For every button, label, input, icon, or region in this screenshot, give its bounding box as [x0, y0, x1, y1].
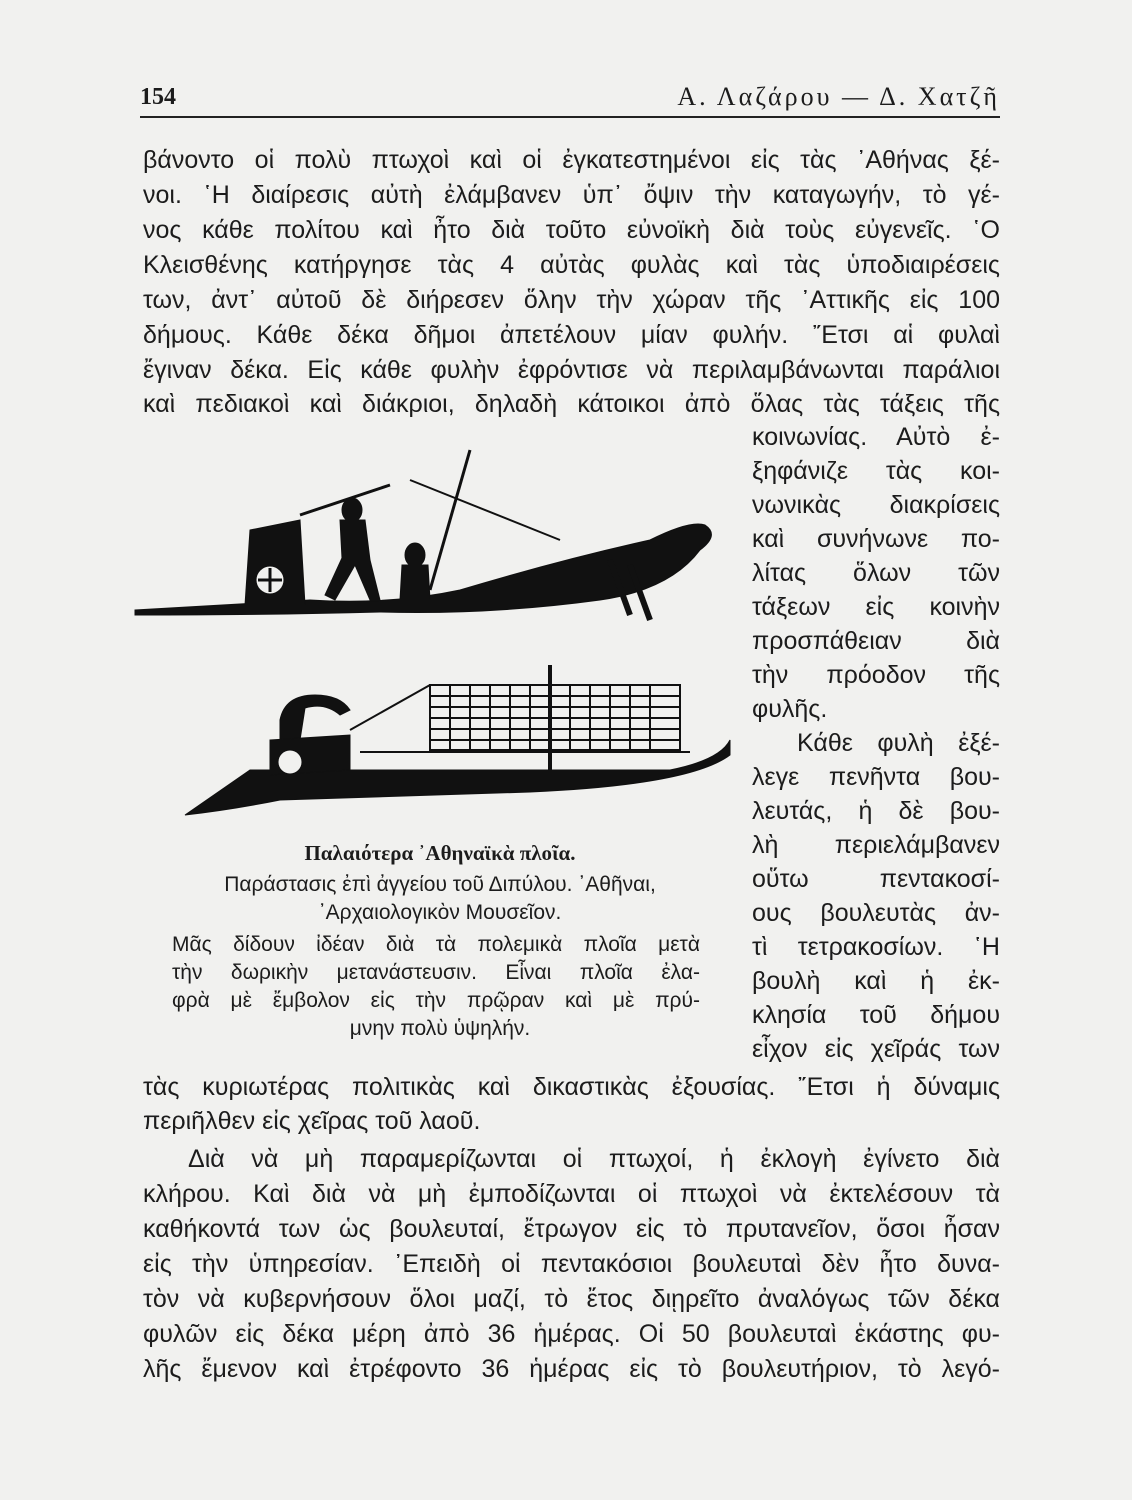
- text-line: οὕτω πεντακοσί-: [752, 865, 1000, 893]
- caption-description-line: φρὰ μὲ ἔμβολον εἰς τὴν πρῷραν καὶ μὲ πρύ-: [172, 989, 700, 1012]
- text-line: περιῆλθεν εἰς χεῖρας τοῦ λαοῦ.: [143, 1107, 481, 1135]
- text-line: λὴ περιελάμβανεν: [752, 831, 1000, 859]
- text-line: Διὰ νὰ μὴ παραμερίζωνται οἱ πτωχοί, ἡ ἐκλογὴ ἐγίνετο διὰ: [188, 1145, 1000, 1173]
- text-line: κλήρου. Καὶ διὰ νὰ μὴ ἐμποδίζωνται οἱ πτωχοὶ νὰ ἐκτελέσουν τὰ: [143, 1180, 1000, 1208]
- text-line: καὶ πεδιακοὶ καὶ διάκριοι, δηλαδὴ κάτοικοι ἀπὸ ὅλας τὰς τάξεις τῆς: [143, 390, 1000, 418]
- text-line: βουλὴ καὶ ἡ ἐκ-: [752, 967, 1000, 995]
- caption-title: Παλαιότερα ᾿Αθηναϊκὰ πλοῖα.: [304, 841, 576, 865]
- text-line: φυλῆς.: [752, 695, 828, 723]
- text-line: λῆς ἔμενον καὶ ἐτρέφοντο 36 ἡμέρας εἰς τὸ βουλευτήριον, τὸ λεγό-: [143, 1355, 1000, 1383]
- text-line: νοι. ῾Η διαίρεσις αὐτὴ ἐλάμβανεν ὑπ᾿ ὄψιν τὴν καταγωγήν, τὸ γέ-: [143, 181, 1000, 209]
- lower-ship: [185, 665, 730, 815]
- running-head-authors: Α. Λαζάρου — Δ. Χατζῆ: [677, 82, 1000, 111]
- text-line: εἰς τὴν ὑπηρεσίαν. ᾿Επειδὴ οἱ πεντακόσιοι βουλευταὶ δὲν ἦτο δυνα-: [143, 1250, 1000, 1278]
- text-line: τὸν νὰ κυβερνήσουν ὅλοι μαζί, τὸ ἔτος διῃρεῖτο ἀναλόγως τῶν δέκα: [143, 1285, 1000, 1313]
- text-line: καθήκοντά των ὡς βουλευταί, ἔτρωγον εἰς τὸ πρυτανεῖον, ὅσοι ἦσαν: [143, 1215, 1000, 1243]
- ancient-ships-illustration: [130, 440, 750, 830]
- text-line: των, ἀντ᾿ αὐτοῦ δὲ διήρεσεν ὅλην τὴν χώραν τῆς ᾿Αττικῆς εἰς 100: [143, 286, 1000, 314]
- text-line: Κλεισθένης κατήργησε τὰς 4 αὐτὰς φυλὰς καὶ τὰς ὑποδιαιρέσεις: [143, 251, 1000, 279]
- text-line: φυλῶν εἰς δέκα μέρη ἀπὸ 36 ἡμέρας. Οἱ 50 βουλευταὶ ἑκάστης φυ-: [143, 1320, 1000, 1348]
- text-line: κλησία τοῦ δήμου: [752, 1001, 1000, 1029]
- text-line: βάνοντο οἱ πολὺ πτωχοὶ καὶ οἱ ἐγκατεστημένοι εἰς τὰς ᾿Αθήνας ξέ-: [143, 146, 1000, 174]
- text-line: λεγε πενῆντα βου-: [752, 763, 1000, 791]
- text-line: ξηφάνιζε τὰς κοι-: [752, 457, 1000, 485]
- header-rule: [140, 116, 1000, 118]
- text-line: ους βουλευτὰς ἀν-: [752, 899, 1000, 927]
- text-line: τάξεων εἰς κοινὴν: [752, 593, 1000, 621]
- text-line: προσπάθειαν διὰ: [752, 627, 1000, 655]
- caption-source-line: Παράστασις ἐπὶ ἀγγείου τοῦ Διπύλου. ᾿Αθῆναι,: [224, 873, 656, 896]
- page-number: 154: [140, 84, 176, 110]
- caption-source-line: ᾿Αρχαιολογικὸν Μουσεῖον.: [318, 901, 562, 924]
- text-line: εἶχον εἰς χεῖράς των: [752, 1035, 1000, 1063]
- text-line: νος κάθε πολίτου καὶ ἦτο διὰ τοῦτο εὐνοϊκὴ διὰ τοὺς εὐγενεῖς. ῾Ο: [143, 216, 1000, 244]
- text-line: Κάθε φυλὴ ἐξέ-: [797, 729, 1000, 757]
- text-line: ἔγιναν δέκα. Εἰς κάθε φυλὴν ἐφρόντισε νὰ περιλαμβάνωνται παράλιοι: [143, 356, 1000, 384]
- text-line: τὴν πρόοδον τῆς: [752, 661, 1000, 689]
- caption-description-line: τὴν δωρικὴν μετανάστευσιν. Εἶναι πλοῖα ἐλα-: [172, 961, 700, 984]
- text-line: λευτάς, ἡ δὲ βου-: [752, 797, 1000, 825]
- caption-description-line: Μᾶς δίδουν ἰδέαν διὰ τὰ πολεμικὰ πλοῖα μετὰ: [172, 933, 700, 956]
- text-line: νωνικὰς διακρίσεις: [752, 491, 1000, 519]
- text-line: δήμους. Κάθε δέκα δῆμοι ἀπετέλουν μίαν φυλήν. ῎Ετσι αἱ φυλαὶ: [143, 321, 1000, 349]
- upper-ship: [135, 450, 711, 620]
- text-line: λίτας ὅλων τῶν: [752, 559, 1000, 587]
- caption-description-line: μνην πολὺ ὑψηλήν.: [349, 1017, 531, 1040]
- text-line: κοινωνίας. Αὐτὸ ἐ-: [752, 423, 1000, 451]
- text-line: καὶ συνήνωνε πο-: [752, 525, 1000, 553]
- text-line: τὶ τετρακοσίων. ῾Η: [752, 933, 1000, 961]
- text-line: τὰς κυριωτέρας πολιτικὰς καὶ δικαστικὰς ἐξουσίας. ῎Ετσι ἡ δύναμις: [143, 1073, 1000, 1101]
